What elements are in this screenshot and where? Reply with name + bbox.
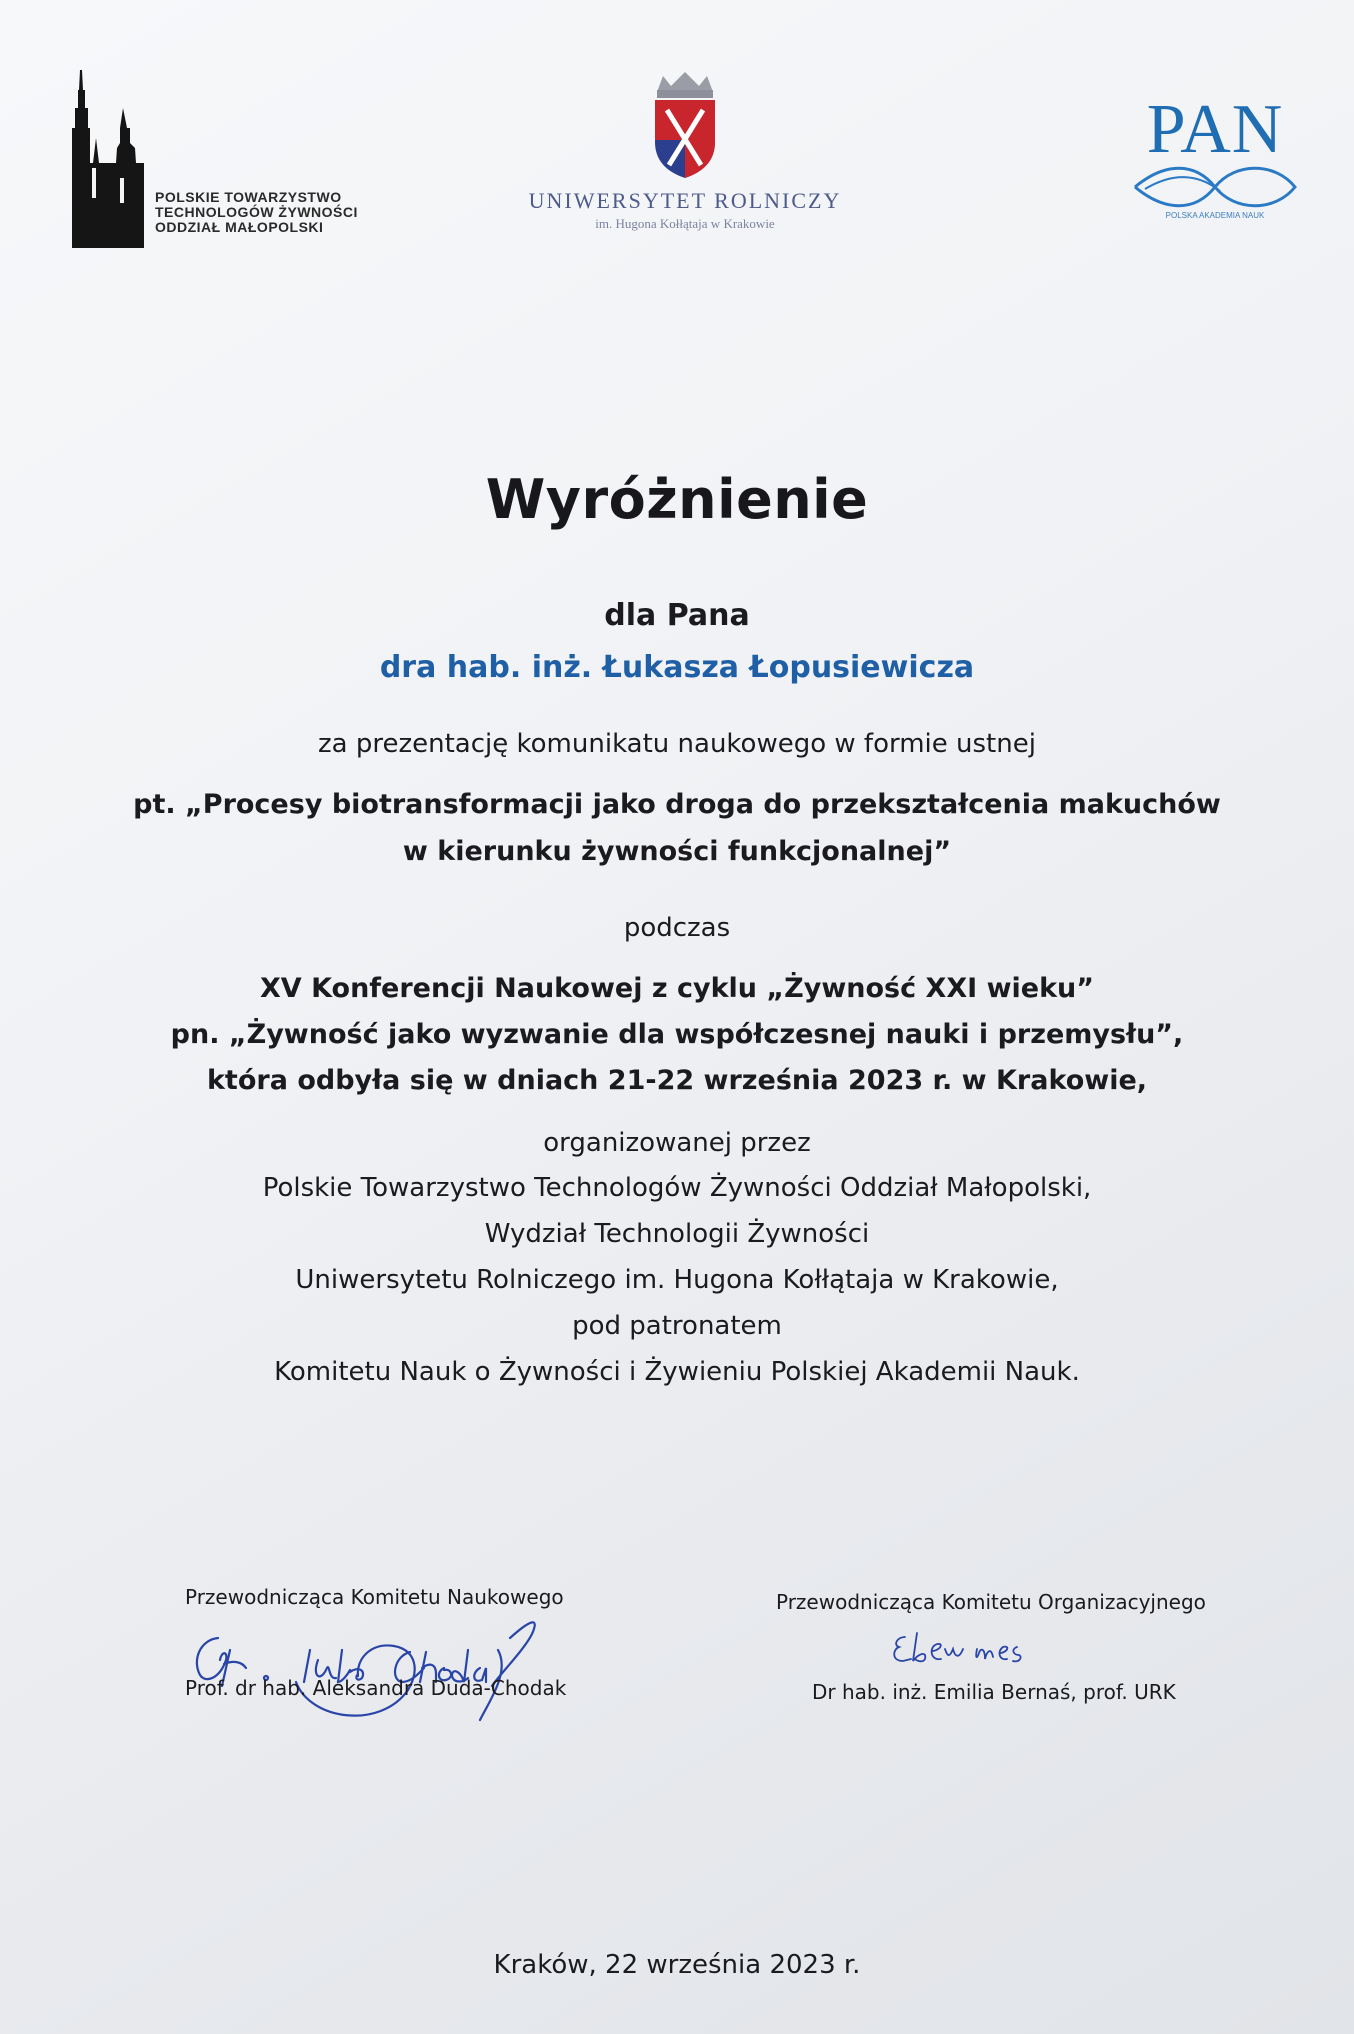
- ptz-logo-line: ODDZIAŁ MAŁOPOLSKI: [155, 219, 324, 235]
- university-crest-icon: [645, 70, 725, 180]
- ptz-logo-line: POLSKIE TOWARZYSTWO: [155, 189, 342, 205]
- organizer-line: organizowanej przez: [543, 1128, 811, 1158]
- organizer-line: pod patronatem: [572, 1311, 782, 1341]
- conference-line: która odbyła się w dniach 21-22 września 2023 r. w Krakowie,: [206, 1065, 1148, 1096]
- left-handwritten-signature: [180, 1590, 630, 1730]
- certificate-title: Wyróżnienie: [485, 468, 869, 531]
- organizer-line: Wydział Technologii Żywności: [484, 1219, 870, 1249]
- church-towers-icon: [70, 68, 150, 248]
- university-name: UNIWERSYTET ROLNICZY: [528, 188, 842, 213]
- left-signatory-name: Prof. dr hab. Aleksandra Duda-Chodak: [185, 1676, 567, 1700]
- organizer-line: Polskie Towarzystwo Technologów Żywności Oddział Małopolski,: [262, 1173, 1092, 1203]
- paper-title-line: pt. „Procesy biotransformacji jako droga do przekształcenia makuchów: [133, 789, 1221, 820]
- right-signatory-role: Przewodnicząca Komitetu Organizacyjnego: [776, 1590, 1206, 1614]
- pan-subtitle: POLSKA AKADEMIA NAUK: [1165, 211, 1265, 220]
- organizer-line: Uniwersytetu Rolniczego im. Hugona Kołłątaja w Krakowie,: [295, 1265, 1059, 1295]
- right-handwritten-signature: [885, 1625, 1035, 1675]
- right-signatory-name: Dr hab. inż. Emilia Bernaś, prof. URK: [812, 1680, 1176, 1704]
- organizer-line: Komitetu Nauk o Żywności i Żywieniu Polskiej Akademii Nauk.: [274, 1357, 1080, 1387]
- paper-title-line: w kierunku żywności funkcjonalnej”: [402, 836, 952, 867]
- pan-logo: [1120, 91, 1310, 255]
- university-logo: [500, 70, 870, 260]
- salutation: dla Pana: [604, 598, 750, 633]
- place-and-date: Kraków, 22 września 2023 r.: [493, 1950, 861, 1980]
- during-text: podczas: [623, 913, 731, 943]
- conference-line: XV Konferencji Naukowej z cyklu „Żywność XXI wieku”: [259, 973, 1095, 1004]
- left-signatory-role: Przewodnicząca Komitetu Naukowego: [185, 1585, 564, 1609]
- ptz-logo-text: [155, 190, 415, 235]
- pan-letters: PAN: [1146, 91, 1284, 168]
- conference-line: pn. „Żywność jako wyzwanie dla współczesnej nauki i przemysłu”,: [170, 1019, 1184, 1050]
- recipient-name: dra hab. inż. Łukasza Łopusiewicza: [379, 650, 975, 685]
- ptz-logo: [70, 68, 400, 248]
- award-reason: za prezentację komunikatu naukowego w formie ustnej: [318, 729, 1036, 759]
- ptz-logo-line: TECHNOLOGÓW ŻYWNOŚCI: [155, 204, 358, 220]
- university-subtitle: im. Hugona Kołłątaja w Krakowie: [595, 216, 775, 231]
